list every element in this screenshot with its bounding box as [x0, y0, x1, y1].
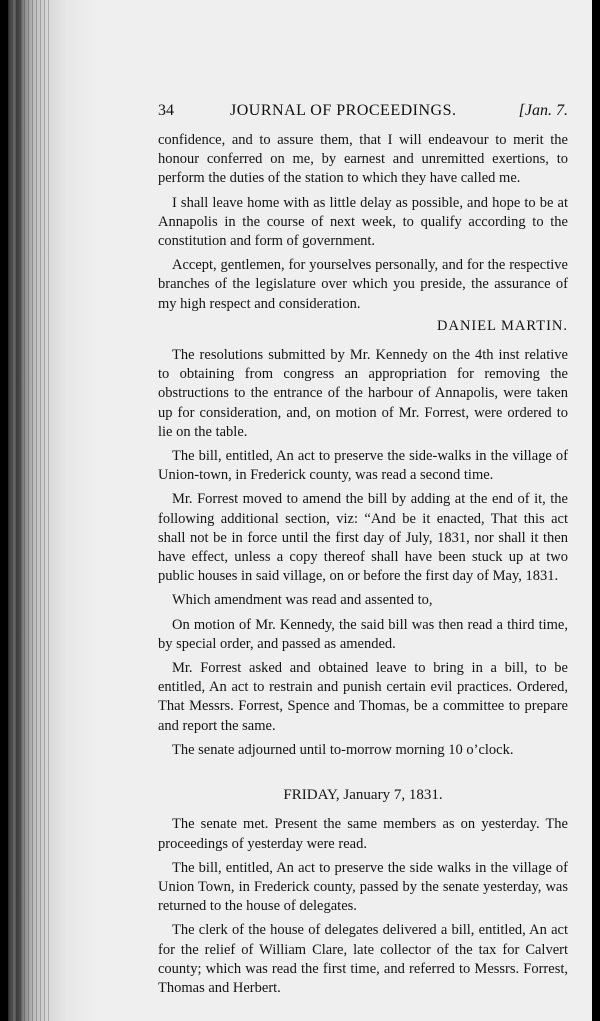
running-header [158, 102, 568, 126]
section-heading: FRIDAY, January 7, 1831. [283, 787, 443, 804]
paragraph: Mr. Forrest moved to amend the bill by adding at the end of it, the following additional section, viz: “And be it enacted, That this act shall not be in force until the first day of July, 1831, nor shall it then have effect, unless a copy thereof shall have been stuck up at two public houses in said village, on or before the first day of May, 1831. [158, 491, 568, 585]
running-title: JOURNAL OF PROCEEDINGS. [230, 102, 457, 119]
page-body [158, 131, 568, 1003]
paragraph: The senate met. Present the same members as on yesterday. The proceedings of yesterday were read. [158, 816, 568, 852]
signature: DANIEL MARTIN. [437, 317, 568, 334]
paragraph: I shall leave home with as little delay as possible, and hope to be at Annapolis in the course of next week, to qualify according to the constitution and form of government. [158, 194, 568, 250]
paragraph: The senate adjourned until to-morrow morning 10 o’clock. [172, 741, 514, 758]
paragraph: The resolutions submitted by Mr. Kennedy on the 4th inst relative to obtaining from congress an appropriation for removing the obstructions to the entrance of the harbour of Annapolis, were taken up for consideration, and, on motion of Mr. Forrest, were ordered to lie on the table. [158, 347, 568, 440]
paragraph: Which amendment was read and assented to, [172, 592, 433, 609]
paragraph: confidence, and to assure them, that I will endeavour to merit the honour conferred on me, by earnest and unremitted exertions, to perform the duties of the station to which they have called me. [158, 132, 568, 187]
paragraph: The bill, entitled, An act to preserve the side-walks in the village of Union-town, in Frederick county, was read a second time. [158, 448, 568, 484]
paragraph: On motion of Mr. Kennedy, the said bill was then read a third time, by special order, and passed as amended. [158, 616, 568, 652]
page-gutter-shadow [8, 0, 98, 1021]
paragraph: Accept, gentlemen, for yourselves personally, and for the respective branches of the legislature over which you preside, the assurance of my high respect and consideration. [158, 257, 568, 312]
paragraph: The bill, entitled, An act to preserve the side walks in the village of Union Town, in Frederick county, passed by the senate yesterday, was returned to the house of delegates. [158, 859, 568, 915]
book-page [8, 0, 592, 1021]
paragraph: The clerk of the house of delegates delivered a bill, entitled, An act for the relief of William Clare, late collector of the tax for Calvert county; which was read the first time, and referred to Messrs. Forrest, Thomas and Herbert. [158, 922, 568, 996]
gutter-edge-lines [12, 0, 52, 1021]
running-date: [Jan. 7. [518, 102, 568, 119]
page-number: 34 [158, 102, 174, 119]
paragraph: Mr. Forrest asked and obtained leave to bring in a bill, to be entitled, An act to restrain and punish certain evil practices. Ordered, That Messrs. Forrest, Spence and Thomas, be a committee to prepare and report the same. [158, 660, 568, 734]
